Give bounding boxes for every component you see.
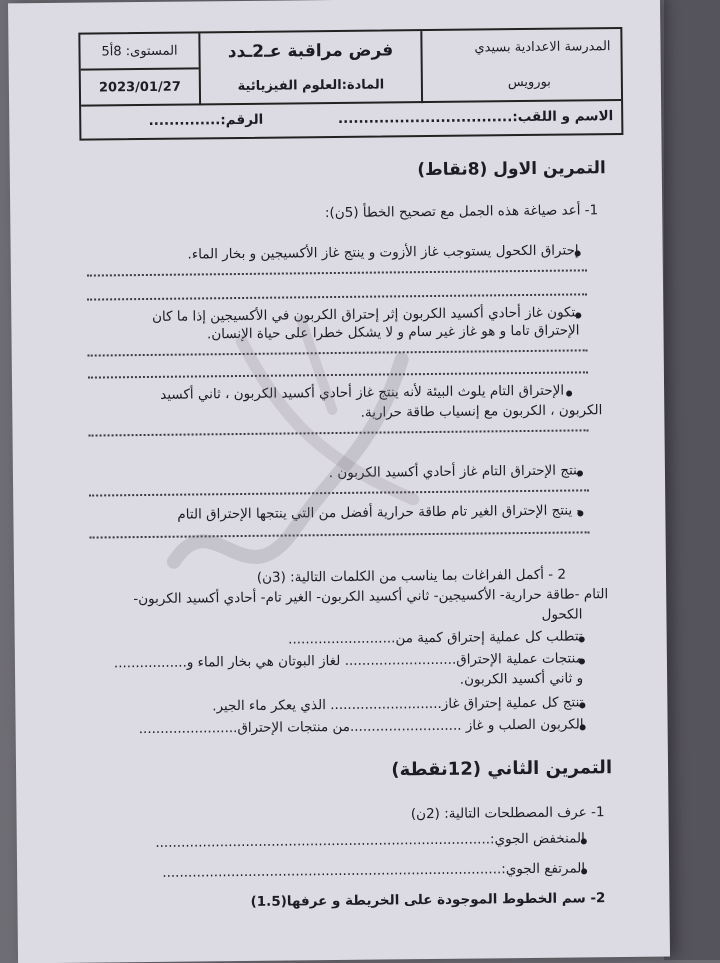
- statement-3b: الكربون ، الكربون مع إنسياب طاقة حرارية.: [360, 402, 603, 421]
- word-bank-line2: الكحول: [541, 606, 583, 623]
- level-text: المستوى: 8أ5: [101, 43, 178, 59]
- fill-blank-2a: منتجات عملية الإحتراق.......................... لغاز البوتان هي بخار الماء و.................: [113, 650, 583, 672]
- exam-paper: [8, 0, 670, 963]
- exercise1-title: التمرين الاول (8نقاط): [417, 158, 606, 181]
- bullet-marker: [566, 391, 572, 397]
- statement-5: - ينتج الإحتراق الغير تام طاقة حرارية أفضل من التي ينتجها الإحتراق التام: [177, 502, 582, 523]
- exercise1-q2: 2 - أكمل الفراغات بما يناسب من الكلمات التالية: (3ن): [256, 566, 567, 586]
- fill-blank-4: الكربون الصلب و غاز ..........................من منتجات الإحتراق.......................: [138, 716, 584, 738]
- answer-line[interactable]: [87, 269, 587, 276]
- word-bank-line1: التام -طاقة حرارية- الأكسيجين- ثاني أكسيد الكربون- الغير تام- أحادي أكسيد الكربون-: [133, 586, 609, 608]
- school-cell: [422, 29, 621, 101]
- number-field-label: الرقم:..............: [148, 111, 264, 129]
- level-cell: [80, 33, 198, 68]
- header-table: [78, 27, 623, 141]
- exercise2-q2: 2- سم الخطوط الموجودة على الخريطة و عرفها(1.5): [250, 890, 606, 910]
- statement-2b: الإحتراق تاما و هو غاز غير سام و لا يشكل خطرا على حياة الإنسان.: [206, 322, 580, 343]
- fill-blank-1: تتطلب كل عملية إحتراق كمية من.........................: [288, 628, 583, 648]
- subject-text: المادة:العلوم الفيزيائية: [237, 76, 385, 94]
- exercise2-title: التمرين الثاني (12نقطة): [391, 757, 613, 781]
- school-town: بورويس: [507, 74, 551, 91]
- date-text: 2023/01/27: [98, 79, 181, 95]
- fill-blank-3: تنتج كل عملية إحتراق غاز.......................... الذي يعكر ماء الجير.: [212, 694, 584, 715]
- school-name: المدرسة الاعدادية بسيدي: [474, 39, 611, 56]
- statement-3a: الإحتراق التام يلوث البيئة لأنه ينتج غاز أحادي أكسيد الكربون ، ثاني أكسيد: [160, 382, 565, 403]
- exam-title-cell: [200, 33, 420, 69]
- name-field-label: الاسم و اللقب:..................................: [337, 108, 614, 127]
- exam-title: فرض مراقبة عـ2ـدد: [227, 40, 394, 63]
- term-2: المرتفع الجوي:...............................................................................: [162, 860, 586, 881]
- subject-cell: [201, 67, 421, 103]
- statement-1: إحتراق الكحول يستوجب غاز الأزوت و ينتج غاز الأكسيجين و بخار الماء.: [187, 242, 579, 263]
- fill-blank-2b: و ثاني أكسيد الكربون.: [459, 670, 584, 688]
- date-cell: [81, 69, 199, 104]
- exercise1-q1: 1- أعد صياغة هذه الجمل مع تصحيح الخطأ (5ن):: [324, 202, 599, 222]
- term-1: المنخفض الجوي:..............................................................................: [155, 830, 585, 851]
- statement-4: ينتج الإحتراق التام غاز أحادي أكسيد الكربون .: [328, 462, 582, 482]
- watermark-scribble: [151, 298, 514, 622]
- statement-2a: يتكون غاز أحادي أكسيد الكربون إثر إحتراق الكربون في الأكسيجين إذا ما كان: [151, 304, 580, 325]
- background-edge: [664, 0, 720, 960]
- exercise2-q1: 1- عرف المصطلحات التالية: (2ن): [410, 804, 605, 823]
